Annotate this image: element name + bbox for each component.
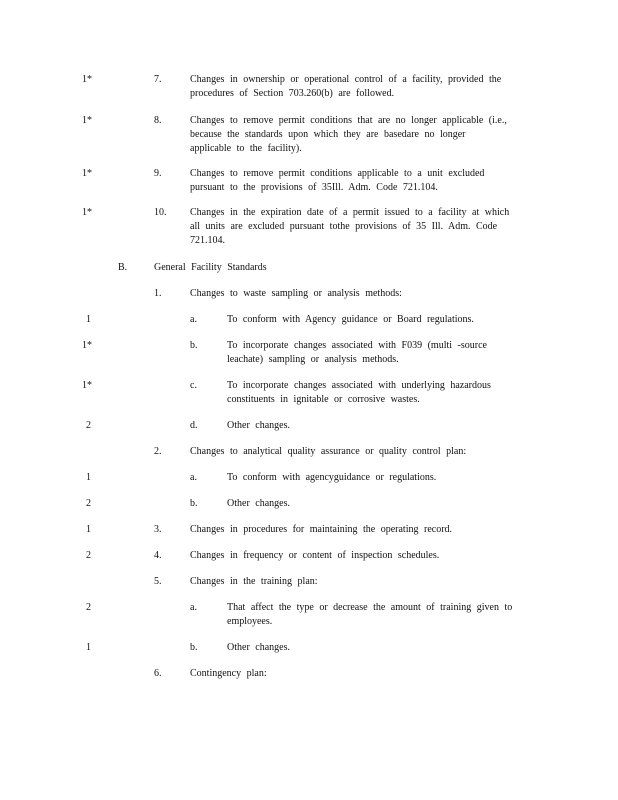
item-text-line: Changes to remove permit conditions that are no longer applicable (i.e., — [190, 115, 507, 126]
item-text-line: procedures of Section 703.260(b) are followed. — [190, 88, 395, 99]
tier-label: 1 — [86, 314, 91, 325]
item-number: 6. — [154, 668, 162, 679]
item-text-line: 721.104. — [190, 235, 225, 246]
item-text: Changes to analytical quality assurance or quality control plan: — [190, 446, 467, 457]
tier-label: 1* — [82, 380, 92, 391]
sub-item-text: To conform with agencyguidance or regulations. — [227, 472, 437, 483]
tier-label: 1 — [86, 524, 91, 535]
sub-item-text: Other changes. — [227, 420, 290, 431]
item-number: 4. — [154, 550, 162, 561]
tier-label: 1* — [82, 207, 92, 218]
sub-item-text-line: employees. — [227, 616, 273, 627]
tier-label: 2 — [86, 602, 91, 613]
sub-item-text-line: leachate) sampling or analysis methods. — [227, 354, 399, 365]
item-number: 3. — [154, 524, 162, 535]
item-number: 10. — [154, 207, 167, 218]
item-text-line: pursuant to the provisions of 35Ill. Adm. Code 721.104. — [190, 182, 438, 193]
item-text: Changes in the training plan: — [190, 576, 318, 587]
tier-label: 1 — [86, 472, 91, 483]
section-heading: General Facility Standards — [154, 262, 267, 273]
item-text-line: all units are excluded pursuant tothe provisions of 35 Ill. Adm. Code — [190, 221, 498, 232]
tier-label: 1* — [82, 115, 92, 126]
sub-item-letter: b. — [190, 642, 198, 653]
item-text: Changes in frequency or content of inspection schedules. — [190, 550, 440, 561]
tier-label: 2 — [86, 550, 91, 561]
tier-label: 2 — [86, 498, 91, 509]
sub-item-letter: b. — [190, 340, 198, 351]
item-text-line: Changes to remove permit conditions applicable to a unit excluded — [190, 168, 485, 179]
item-number: 9. — [154, 168, 162, 179]
sub-item-text: Other changes. — [227, 498, 290, 509]
tier-label: 1* — [82, 74, 92, 85]
item-text: Changes to waste sampling or analysis methods: — [190, 288, 402, 299]
tier-label: 1 — [86, 642, 91, 653]
sub-item-text-line: constituents in ignitable or corrosive wastes. — [227, 394, 420, 405]
item-text-line: because the standards upon which they are basedare no longer — [190, 129, 466, 140]
sub-item-text-line: That affect the type or decrease the amount of training given to — [227, 602, 513, 613]
sub-item-letter: a. — [190, 314, 197, 325]
section-letter: B. — [118, 262, 128, 273]
item-number: 8. — [154, 115, 162, 126]
item-number: 5. — [154, 576, 162, 587]
item-text-line: Changes in the expiration date of a permit issued to a facility at which — [190, 207, 510, 218]
sub-item-letter: a. — [190, 472, 197, 483]
sub-item-text: To conform with Agency guidance or Board regulations. — [227, 314, 474, 325]
sub-item-letter: c. — [190, 380, 197, 391]
tier-label: 2 — [86, 420, 91, 431]
sub-item-text-line: To incorporate changes associated with F039 (multi -source — [227, 340, 487, 351]
item-text-line: Changes in ownership or operational control of a facility, provided the — [190, 74, 502, 85]
item-text: Changes in procedures for maintaining the operating record. — [190, 524, 453, 535]
sub-item-letter: b. — [190, 498, 198, 509]
item-number: 7. — [154, 74, 162, 85]
sub-item-letter: d. — [190, 420, 198, 431]
item-text: Contingency plan: — [190, 668, 267, 679]
sub-item-text-line: To incorporate changes associated with underlying hazardous — [227, 380, 491, 391]
sub-item-text: Other changes. — [227, 642, 290, 653]
tier-label: 1* — [82, 340, 92, 351]
item-number: 1. — [154, 288, 162, 299]
item-number: 2. — [154, 446, 162, 457]
sub-item-letter: a. — [190, 602, 197, 613]
tier-label: 1* — [82, 168, 92, 179]
item-text-line: applicable to the facility). — [190, 143, 302, 154]
